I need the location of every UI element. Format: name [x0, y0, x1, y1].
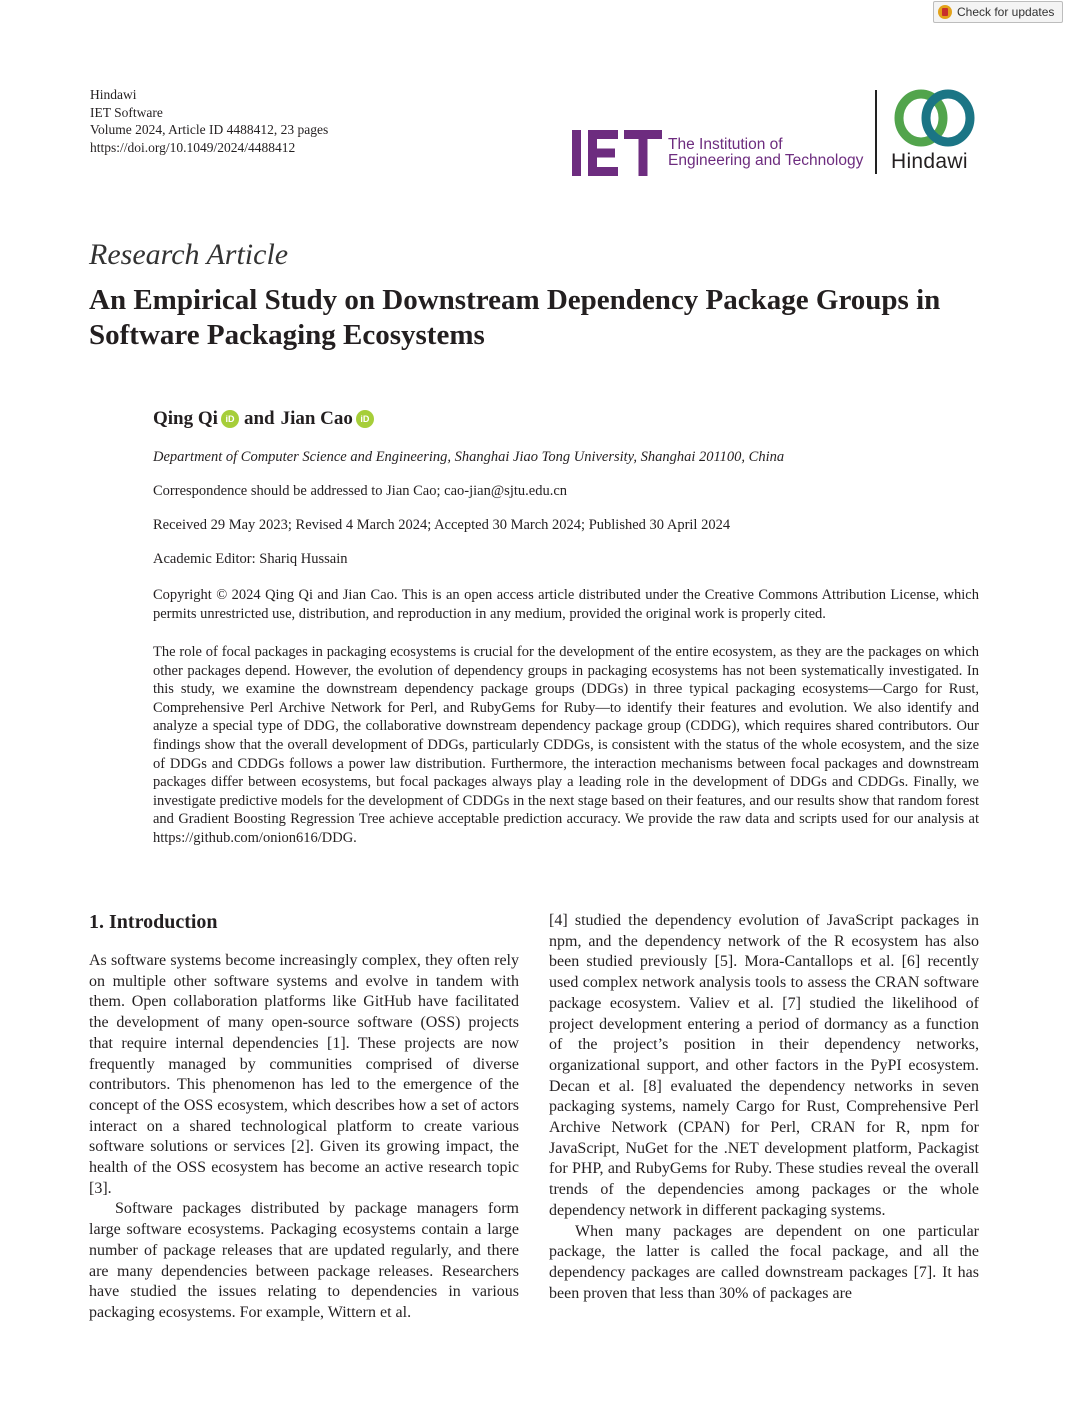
journal-name: IET Software	[90, 104, 163, 120]
iet-logo	[572, 130, 863, 176]
right-column	[549, 911, 979, 1304]
hindawi-wordmark: Hindawi	[891, 150, 968, 173]
publisher-name: Hindawi	[90, 87, 137, 102]
iet-name-line2: Engineering and Technology	[668, 152, 864, 169]
volume-info: Volume 2024, Article ID 4488412, 23 pages	[90, 122, 329, 137]
orcid-icon[interactable]: iD	[221, 410, 239, 428]
paragraph: Software packages distributed by package managers form large software ecosystems. Packaging ecosystems contain a large number of package releases that are updated regularly, and there are many dependencies between package releases. Researchers have studied the issues relating to dependencies in various packaging ecosystems. For example, Wittern et al.	[89, 1200, 519, 1321]
author-join: and	[243, 408, 275, 429]
publication-dates: Received 29 May 2023; Revised 4 March 2024; Accepted 30 March 2024; Published 30 April 2024	[153, 517, 731, 533]
academic-editor: Academic Editor: Shariq Hussain	[153, 551, 348, 567]
check-for-updates-button[interactable]	[933, 1, 1063, 23]
affiliation: Department of Computer Science and Engineering, Shanghai Jiao Tong University, Shanghai 201100, China	[153, 449, 785, 465]
correspondence: Correspondence should be addressed to Jian Cao; cao-jian@sjtu.edu.cn	[153, 483, 568, 499]
article-type: Research Article	[89, 238, 289, 271]
iet-name	[668, 137, 863, 169]
paragraph: When many packages are dependent on one particular package, the latter is called the focal package, and all the dependency packages are called downstream packages [7]. It has been proven that less than 30% of packages are	[549, 1222, 979, 1302]
update-icon	[938, 5, 952, 19]
article-title: An Empirical Study on Downstream Dependency Package Groups in Software Packaging Ecosystems	[89, 284, 941, 351]
author-name[interactable]: Qing Qi	[153, 408, 218, 429]
copyright-notice: Copyright © 2024 Qing Qi and Jian Cao. This is an open access article distributed under the Creative Commons Attribution License, which permits unrestricted use, distribution, and reproduction in any medium, provided the original work is properly cited.	[153, 587, 979, 622]
logo-divider	[875, 90, 877, 174]
orcid-icon[interactable]: iD	[356, 410, 374, 428]
abstract: The role of focal packages in packaging ecosystems is crucial for the development of the entire ecosystem, as they are the packages on which other packages depend. However, the evolution of dependency groups in packaging ecosystems has not been systematically investigated. In this study, we examine the downstream dependency package groups (DDGs) in three typical packaging ecosystems—Cargo for Rust, Comprehensive Perl Archive Network for Perl, and RubyGems for Ruby—to identify their features and evolution. We also identify and analyze a special type of DDG, the collaborative downstream dependency package group (CDDG), which requires shared contributors. Our findings show that the overall development of DDGs, particularly CDDGs, is consistent with the status of the whole ecosystem, and the size of DDGs and CDDGs follows a power law distribution. Furthermore, the interaction mechanisms between focal packages and downstream packages differ between ecosystems, but focal packages always play a leading role in the development of DDGs and CDDGs. Finally, we investigate predictive models for the development of CDDGs in the next stage based on their features, and our results show that random forest and Gradient Boosting Regression Tree achieve acceptable prediction accuracy. We provide the raw data and scripts used for our analysis at https://github.com/onion616/DDG.	[153, 644, 979, 846]
iet-name-line1: The Institution of	[668, 136, 783, 153]
section-heading: 1. Introduction	[89, 911, 218, 933]
author-list	[153, 408, 379, 430]
paragraph: As software systems become increasingly complex, they often rely on multiple other software systems and evolve in tandem with them. Open collaboration platforms like GitHub have facilitated the development of many open-source software (OSS) projects that require internal dependencies [1]. These projects are now frequently managed by communities comprised of diverse contributors. This phenomenon has led to the emergence of the concept of the OSS ecosystem, which describes how a set of actors interact on a shared technological platform to create various software solutions or services [2]. Given its growing impact, the health of the OSS ecosystem has become an active research topic [3].	[89, 952, 519, 1197]
paragraph: [4] studied the dependency evolution of JavaScript packages in npm, and the dependency network of the R ecosystem has also been studied previously [5]. Mora-Cantallops et al. [6] recently used complex network analysis tools to assess the CRAN software package ecosystem. Valiev et al. [7] studied the likelihood of project development entering a period of dormancy as a function of the project’s position in their dependency networks, organizational support, and other factors in the PyPI ecosystem. Decan et al. [8] evaluated the dependency networks in seven packaging systems, namely Cargo for Rust, Comprehensive Perl Archive Network (CPAN) for Perl, CRAN for R, npm for JavaScript, NuGet for the .NET development platform, Packagist for PHP, and RubyGems for Ruby. These studies reveal the overall trends of the dependencies among packages or the whole dependency network in different packaging systems.	[549, 912, 979, 1219]
iet-mark-icon	[572, 130, 662, 176]
journal-info	[90, 86, 328, 156]
author-name[interactable]: Jian Cao	[280, 408, 353, 429]
left-column	[89, 951, 519, 1324]
doi-link[interactable]: https://doi.org/10.1049/2024/4488412	[90, 139, 296, 155]
check-for-updates-label: Check for updates	[957, 5, 1055, 19]
